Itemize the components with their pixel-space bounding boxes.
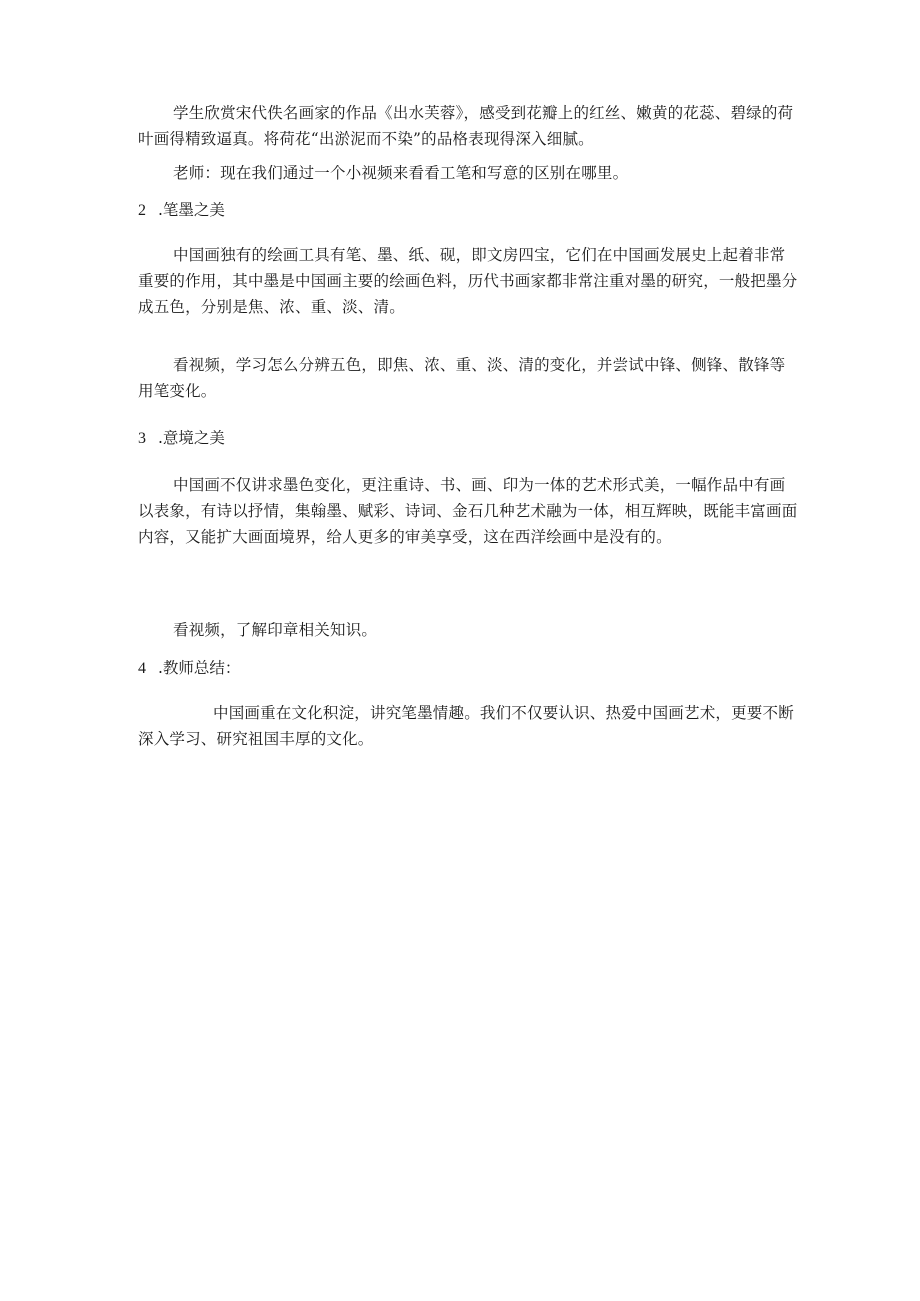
paragraph-teacher-video-intro: 老师：现在我们通过一个小视频来看看工笔和写意的区别在哪里。 xyxy=(173,164,629,182)
heading-text: .笔墨之美 xyxy=(158,201,225,219)
paragraph-four-treasures: 中国画独有的绘画工具有笔、墨、纸、砚，即文房四宝，它们在中国画发展史上起着非常重要的作用，其中墨是中国画主要的绘画色料，历代书画家都非常注重对墨的研究，一般把墨分成五色，分别是焦、浓、重、淡、清。 xyxy=(138,246,798,316)
heading-artistic-conception xyxy=(138,425,225,452)
heading-teacher-summary xyxy=(138,655,240,682)
heading-number: 3 xyxy=(138,430,146,447)
paragraph-poetry-calligraphy-painting-seal: 中国画不仅讲求墨色变化，更注重诗、书、画、印为一体的艺术形式美，一幅作品中有画以表象，有诗以抒情，集翰墨、赋彩、诗词、金石几种艺术融为一体，相互辉映，既能丰富画面内容，又能扩大画面境界，给人更多的审美享受，这在西洋绘画中是没有的。 xyxy=(138,476,798,546)
paragraph-lotus-appreciation: 学生欣赏宋代佚名画家的作品《出水芙蓉》，感受到花瓣上的红丝、嫩黄的花蕊、碧绿的荷叶画得精致逼真。将荷花“出淤泥而不染”的品格表现得深入细腻。 xyxy=(138,104,794,148)
heading-text: .教师总结： xyxy=(158,659,241,677)
paragraph-summary: 中国画重在文化积淀，讲究笔墨情趣。我们不仅要认识、热爱中国画艺术，更要不断深入学习、研究祖国丰厚的文化。 xyxy=(138,704,794,748)
heading-brush-ink xyxy=(138,197,225,224)
heading-text: .意境之美 xyxy=(158,429,225,447)
heading-number: 2 xyxy=(138,202,146,219)
paragraph-seal-video: 看视频，了解印章相关知识。 xyxy=(173,621,378,639)
heading-number: 4 xyxy=(138,660,146,677)
paragraph-five-ink-colors-video: 看视频，学习怎么分辨五色，即焦、浓、重、淡、清的变化，并尝试中锋、侧锋、散锋等用笔变化。 xyxy=(138,356,786,400)
